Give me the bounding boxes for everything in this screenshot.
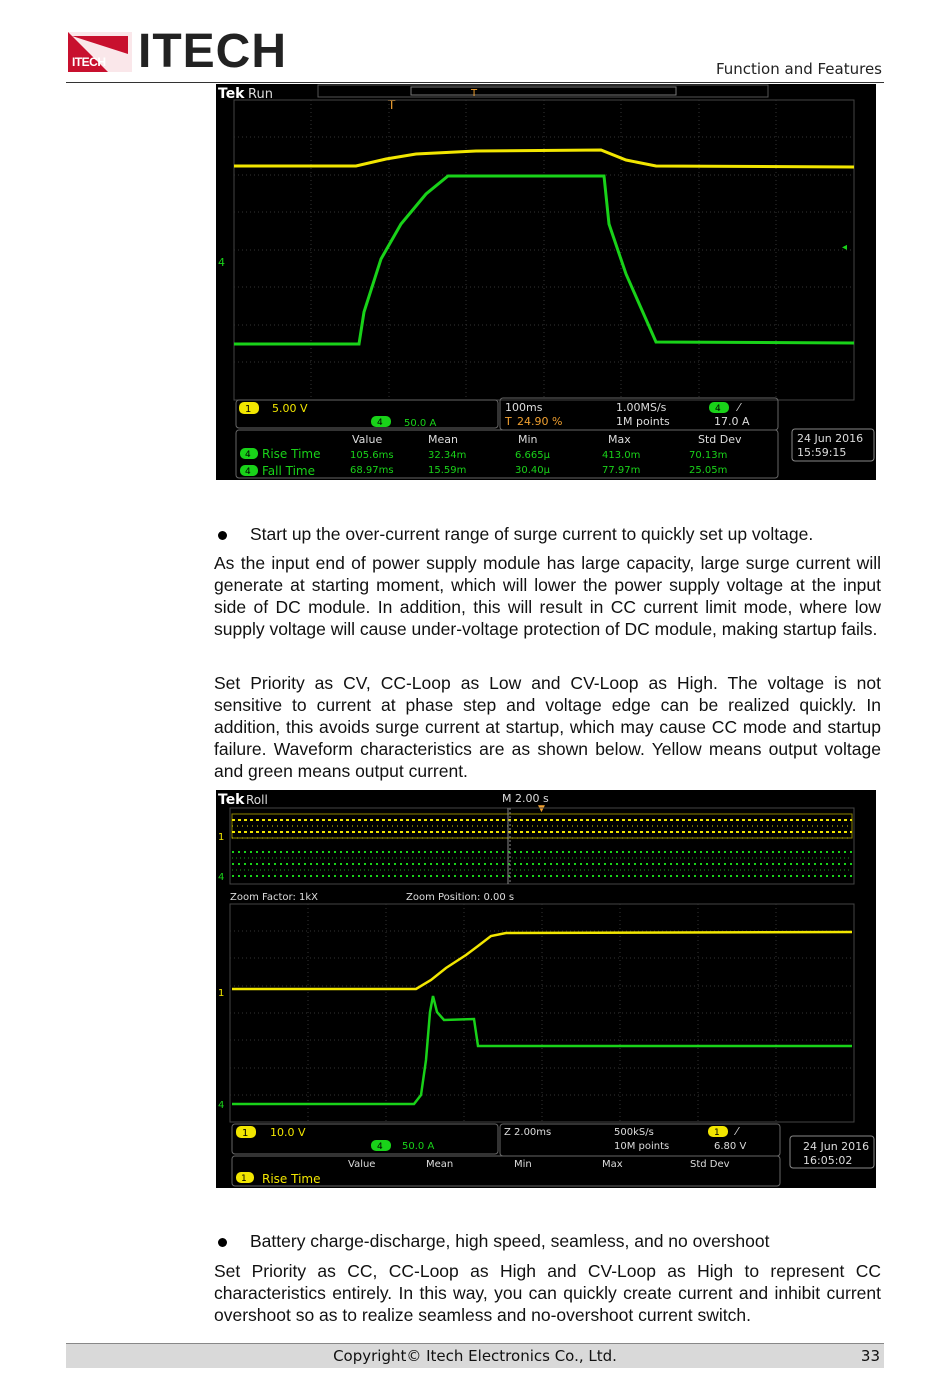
scope2-brand: Tek (218, 792, 245, 808)
logo-emblem (68, 32, 132, 72)
scope1-trigger-marker: T (388, 98, 396, 112)
svg-text:24 Jun 2016: 24 Jun 2016 (797, 432, 864, 445)
logo-small-text: ITECH (72, 55, 106, 69)
svg-text:Min: Min (518, 433, 538, 446)
svg-text:Rise Time: Rise Time (262, 1172, 321, 1186)
svg-text:50.0 A: 50.0 A (402, 1141, 435, 1152)
svg-text:Value: Value (348, 1159, 376, 1170)
scope1-trigger-marker-top: T (471, 88, 478, 99)
oscilloscope-capture-2 (216, 790, 876, 1188)
scope1-ch4-marker: 4 (218, 256, 225, 269)
svg-text:T: T (505, 415, 512, 428)
svg-text:6.665µ: 6.665µ (515, 450, 550, 461)
svg-text:Z 2.00ms: Z 2.00ms (504, 1127, 552, 1138)
svg-text:1M points: 1M points (616, 415, 670, 428)
svg-text:16:05:02: 16:05:02 (803, 1154, 853, 1167)
svg-text:Std Dev: Std Dev (690, 1159, 730, 1170)
scope2-zoom-factor: Zoom Factor: 1kX (230, 892, 318, 903)
scope2-status: Roll (246, 793, 268, 807)
svg-text:Mean: Mean (426, 1159, 454, 1170)
svg-text:68.97ms: 68.97ms (350, 465, 394, 476)
svg-text:32.34m: 32.34m (428, 450, 467, 461)
svg-text:500kS/s: 500kS/s (614, 1127, 654, 1138)
svg-text:77.97m: 77.97m (602, 465, 641, 476)
svg-text:100ms: 100ms (505, 401, 543, 414)
bullet-dot (218, 531, 227, 540)
bullet-text: Start up the over-current range of surge current to quickly set up voltage. (250, 524, 814, 544)
svg-text:⁄: ⁄ (738, 401, 740, 414)
bullet-text: Battery charge-discharge, high speed, seamless, and no overshoot (250, 1231, 770, 1251)
svg-text:Mean: Mean (428, 433, 458, 446)
svg-text:Std Dev: Std Dev (698, 433, 742, 446)
scope1-trig-level-marker: ◂ (842, 242, 848, 253)
svg-text:4: 4 (715, 404, 721, 414)
svg-text:10M points: 10M points (614, 1141, 670, 1152)
svg-text:Max: Max (602, 1159, 623, 1170)
svg-text:Rise Time: Rise Time (262, 447, 321, 461)
svg-text:50.0 A: 50.0 A (404, 418, 437, 429)
bullet-dot (218, 1238, 227, 1247)
svg-text:1: 1 (242, 1128, 249, 1139)
itech-logo (68, 25, 298, 78)
page-footer (66, 1343, 884, 1368)
scope2-ch4-marker-top: 4 (218, 872, 225, 883)
paragraph-cc-priority: Set Priority as CC, CC-Loop as High and CV-Loop as High to represent CC characteristics entirely. In this way, you can quickly create current and inhibit current overshoot so as to realize seamless and no-overshoot current switch. (214, 1261, 881, 1325)
scope1-brand: Tek (218, 86, 245, 102)
svg-text:30.40µ: 30.40µ (515, 465, 550, 476)
scope1-status: Run (248, 87, 273, 102)
scope2-ch1-marker: 1 (218, 988, 225, 999)
svg-text:1: 1 (245, 404, 252, 415)
page-number: 33 (860, 1347, 880, 1365)
header-divider (66, 82, 884, 83)
svg-text:10.0 V: 10.0 V (270, 1126, 306, 1139)
svg-text:15:59:15: 15:59:15 (797, 446, 847, 459)
svg-text:Value: Value (352, 433, 383, 446)
svg-text:1: 1 (241, 1174, 247, 1184)
scope2-zoom-position: Zoom Position: 0.00 s (406, 892, 515, 903)
svg-text:105.6ms: 105.6ms (350, 450, 394, 461)
scope2-ch1-marker-top: 1 (218, 832, 225, 843)
svg-text:413.0m: 413.0m (602, 450, 641, 461)
svg-text:5.00 V: 5.00 V (272, 402, 308, 415)
svg-text:24 Jun 2016: 24 Jun 2016 (803, 1140, 870, 1153)
svg-text:17.0 A: 17.0 A (714, 415, 750, 428)
svg-text:4: 4 (377, 1142, 383, 1152)
paragraph-surge-explanation: As the input end of power supply module has large capacity, large surge current will generate at starting moment, which will lower the power supply voltage at the input side of DC module. In addition, this will result in CC current limit mode, where low supply voltage will cause under-voltage protection of DC module, making startup fails. (214, 553, 881, 639)
paragraph-cv-priority: Set Priority as CV, CC-Loop as Low and CV-Loop as High. The voltage is not sensitive to current at phase step and voltage edge can be realized quickly. In addition, this avoids surge current at startup, which may cause CC mode and startup failure. Waveform characteristics are as shown below. Yellow means output voltage and green means output current. (214, 673, 881, 781)
svg-text:4: 4 (377, 418, 383, 428)
svg-text:Min: Min (514, 1159, 532, 1170)
footer-copyright: Copyright© Itech Electronics Co., Ltd. (333, 1347, 617, 1365)
logo-wordmark: ITECH (138, 25, 287, 78)
svg-text:Fall Time: Fall Time (262, 464, 316, 478)
svg-text:1: 1 (714, 1128, 720, 1138)
scope2-trigger-marker: ▼ (538, 804, 545, 814)
scope2-ch4-marker: 4 (218, 1100, 225, 1111)
oscilloscope-capture-1 (216, 84, 876, 480)
svg-text:24.90 %: 24.90 % (517, 415, 563, 428)
svg-text:⁄: ⁄ (736, 1125, 738, 1138)
svg-text:70.13m: 70.13m (689, 450, 728, 461)
svg-text:Max: Max (608, 433, 631, 446)
svg-text:15.59m: 15.59m (428, 465, 467, 476)
svg-text:4: 4 (245, 450, 251, 460)
svg-text:6.80 V: 6.80 V (714, 1141, 747, 1152)
svg-text:4: 4 (245, 467, 251, 477)
svg-text:25.05m: 25.05m (689, 465, 728, 476)
scope2-main-timebase: M 2.00 s (502, 792, 549, 805)
svg-text:1.00MS/s: 1.00MS/s (616, 401, 667, 414)
section-title: Function and Features (715, 60, 882, 78)
